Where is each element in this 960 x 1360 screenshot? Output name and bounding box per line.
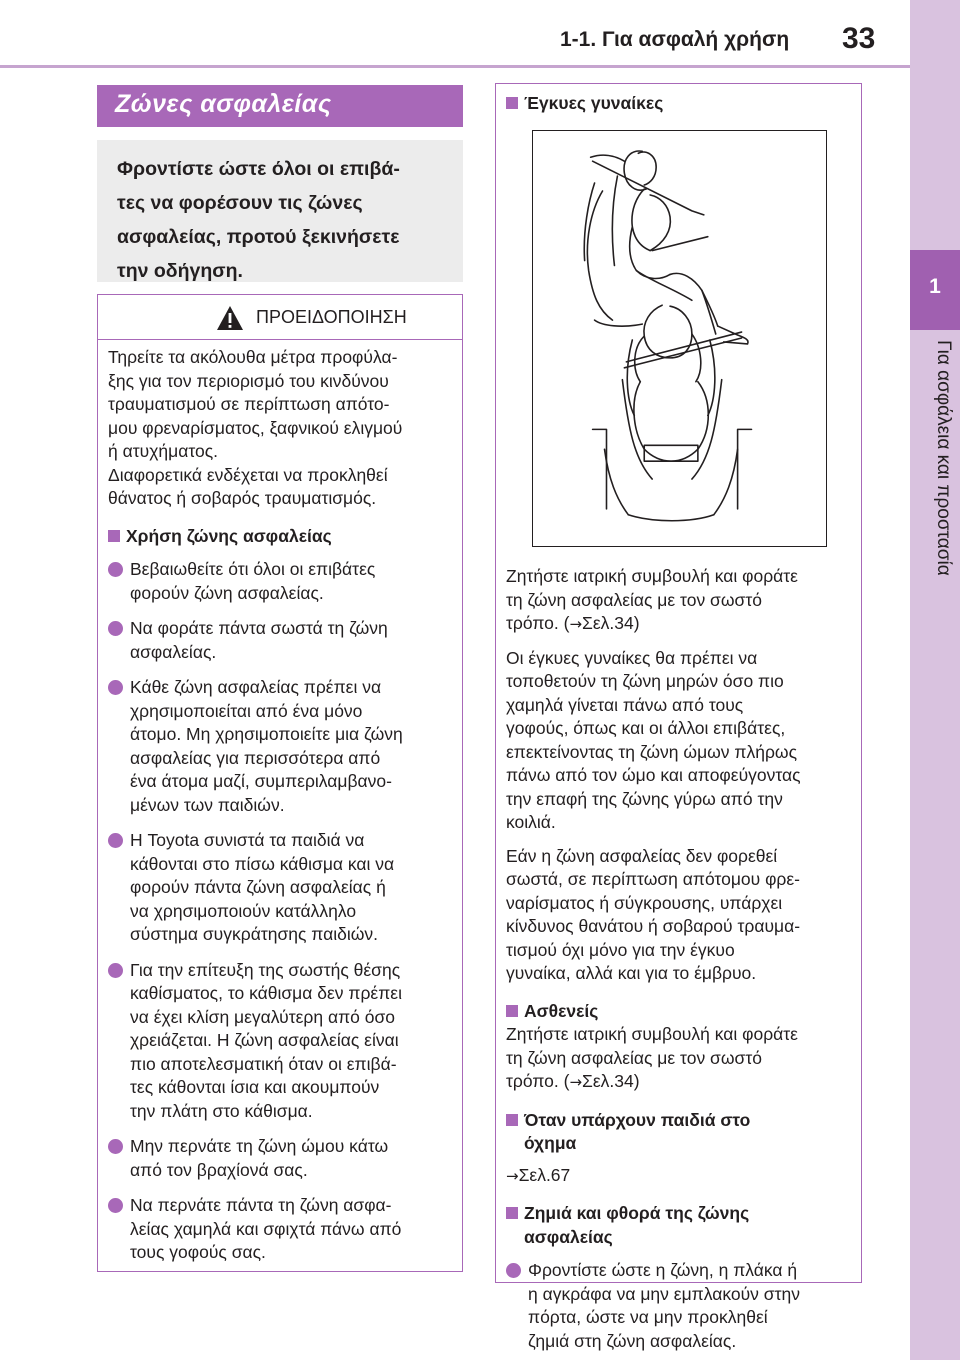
square-bullet-icon xyxy=(506,1207,518,1219)
warning-intro: Τηρείτε τα ακόλουθα μέτρα προφύλα- ξης για τον περιορισμό του κινδύνου τραυματισμού σε περίπτωση απότο- μου φρεναρίσματος, ξαφνικού ελιγμού ή ατυχήματος. Διαφορετικά ενδέχεται να προκληθεί θάνατος ή σοβαρός τραυματισμός. xyxy=(108,347,403,508)
subheading-pregnant: Έγκυες γυναίκες xyxy=(506,92,851,116)
arrow-right-icon: → xyxy=(569,1073,583,1091)
section-title: Ζώνες ασφαλείας xyxy=(115,90,332,118)
bullet-dot-icon xyxy=(108,680,123,695)
arrow-right-icon: → xyxy=(569,615,583,633)
header-rule xyxy=(0,65,910,68)
pregnant-paragraph-2: Οι έγκυες γυναίκες θα πρέπει να τοποθετούν τη ζώνη μηρών όσο πιο χαμηλά γίνεται πάνω από τους γοφούς, όπως και οι άλλοι επιβάτες, επεκτείνοντας τη ζώνη ώμων πλήρως πάνω από τον ώμο και αποφεύγοντας την επαφή της ζώνης γύρω από την κοιλιά. xyxy=(506,647,801,832)
page-reference-link[interactable]: Σελ.34 xyxy=(582,613,634,633)
list-item: Κάθε ζώνη ασφαλείας πρέπει να χρησιμοποιείται από ένα μόνο άτομο. Μη χρησιμοποιείτε μια ζώνη ασφαλείας για περισσότερα από ένα άτομα μαζί, συμπεριλαμβανο- μένων των παιδιών. xyxy=(108,676,452,817)
intro-box xyxy=(97,140,463,282)
square-bullet-icon xyxy=(506,1005,518,1017)
subheading-seatbelt-use: Χρήση ζώνης ασφαλείας xyxy=(108,525,452,549)
bullet-dot-icon xyxy=(108,1139,123,1154)
page-reference-link[interactable]: Σελ.34 xyxy=(582,1071,634,1091)
square-bullet-icon xyxy=(506,1114,518,1126)
warning-triangle-icon xyxy=(216,305,244,331)
list-item: Για την επίτευξη της σωστής θέσης καθίσματος, το κάθισμα δεν πρέπει να έχει κλίση μεγαλύτερη από όσο χρειάζεται. Η ζώνη ασφαλείας είναι πιο αποτελεσματική όταν οι επιβά- τες κάθονται ίσια και ακουμπούν την πλάτη στο κάθισμα. xyxy=(108,959,452,1124)
list-item: Η Toyota συνιστά τα παιδιά να κάθονται στο πίσω κάθισμα και να φορούν πάντα ζώνη ασφαλείας ή να χρησιμοποιούν κατάλληλο σύστημα συγκράτησης παιδιών. xyxy=(108,829,452,947)
section-banner xyxy=(97,85,463,127)
square-bullet-icon xyxy=(108,530,120,542)
bullet-dot-icon xyxy=(108,621,123,636)
pregnant-paragraph-3: Εάν η ζώνη ασφαλείας δεν φορεθεί σωστά, σε περίπτωση απότομου φρε- ναρίσματος ή σύγκρουσης, υπάρχει κίνδυνος θανάτου ή σοβαρού τραυμα- τισμού όχι μόνο για την έγκυο γυναίκα, αλλά και για το έμβρυο. xyxy=(506,845,801,983)
bullet-dot-icon xyxy=(108,833,123,848)
page-reference-link[interactable]: Σελ.67 xyxy=(518,1164,571,1185)
pregnant-paragraph-1: Ζητήστε ιατρική συμβουλή και φοράτε τη ζώνη ασφαλείας με τον σωστό τρόπο. (→Σελ.34) xyxy=(506,566,798,633)
side-tab-strip xyxy=(910,0,960,1360)
square-bullet-icon xyxy=(506,97,518,109)
header-title: 1-1. Για ασφαλή χρήση xyxy=(560,28,790,51)
warning-box xyxy=(97,294,463,1272)
subheading-children: Όταν υπάρχουν παιδιά στο όχημα xyxy=(506,1109,851,1156)
list-item: Μην περνάτε τη ζώνη ώμου κάτω από τον βραχίονά σας. xyxy=(108,1135,452,1182)
info-box xyxy=(495,83,862,1351)
list-item: Να περνάτε πάντα τη ζώνη ασφα- λείας χαμηλά και σφιχτά πάνω από τους γοφούς σας. xyxy=(108,1194,452,1265)
subheading-damage: Ζημιά και φθορά της ζώνης ασφαλείας xyxy=(506,1202,851,1249)
bullet-dot-icon xyxy=(506,1263,521,1278)
warning-title: ΠΡΟΕΙΔΟΠΟΙΗΣΗ xyxy=(256,307,407,327)
subheading-ill: Ασθενείς xyxy=(506,1000,851,1024)
side-tab-label: Για ασφάλεια και προστασία xyxy=(933,340,954,576)
list-item: Να φοράτε πάντα σωστά τη ζώνη ασφαλείας. xyxy=(108,617,452,664)
bullet-dot-icon xyxy=(108,562,123,577)
pregnant-seatbelt-illustration xyxy=(532,130,827,547)
side-tab-number: 1 xyxy=(929,275,941,298)
list-item: Βεβαιωθείτε ότι όλοι οι επιβάτες φορούν ζώνη ασφαλείας. xyxy=(108,558,452,605)
children-reference xyxy=(506,1164,851,1189)
intro-text: Φροντίστε ώστε όλοι οι επιβά- τες να φορέσουν τις ζώνες ασφαλείας, προτού ξεκινήσετε την οδήγηση. xyxy=(117,158,400,282)
bullet-dot-icon xyxy=(108,963,123,978)
ill-paragraph: Ζητήστε ιατρική συμβουλή και φοράτε τη ζώνη ασφαλείας με τον σωστό τρόπο. (→Σελ.34) xyxy=(506,1024,798,1091)
page-number: 33 xyxy=(842,22,876,55)
warning-body xyxy=(98,340,462,1265)
bullet-dot-icon xyxy=(108,1198,123,1213)
list-item: Φροντίστε ώστε η ζώνη, η πλάκα ή η αγκράφα να μην εμπλακούν στην πόρτα, ώστε να μην προκληθεί ζημιά στη ζώνη ασφαλείας. xyxy=(506,1259,851,1353)
arrow-right-icon: → xyxy=(506,1166,519,1185)
warning-header xyxy=(98,295,462,340)
